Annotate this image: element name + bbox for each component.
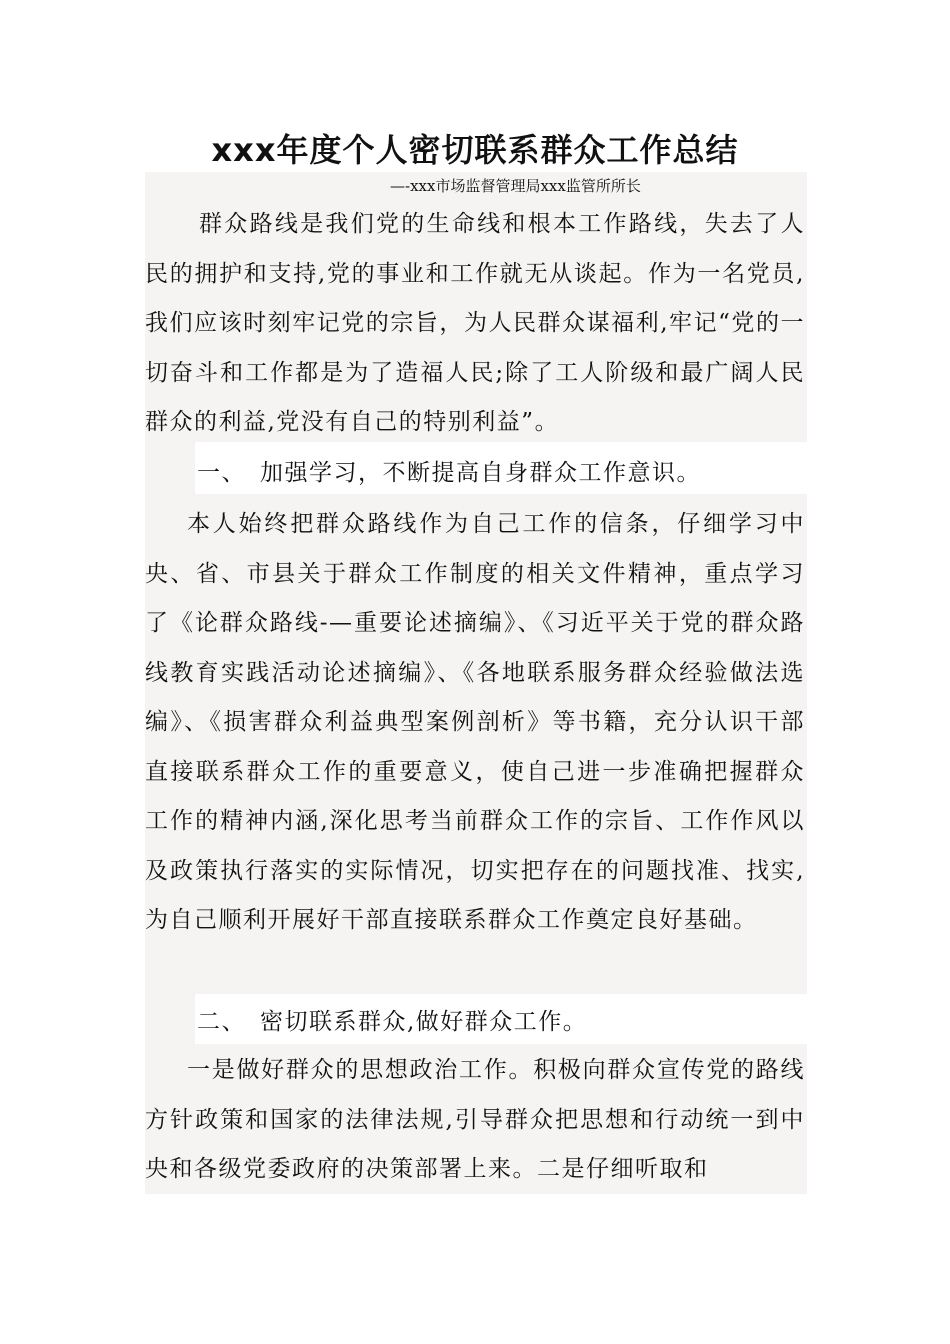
section-2-title: 密切联系群众,做好群众工作。 xyxy=(260,1009,588,1035)
document-title: xxx年度个人密切联系群众工作总结 xyxy=(211,131,739,169)
section-1-heading xyxy=(145,449,805,499)
section-1-body: 本人始终把群众路线作为自己工作的信条，仔细学习中央、省、市县关于群众工作制度的相关文件精神，重点学习了《论群众路线-—重要论述摘编》、《习近平关于党的群众路线教育实践活动论述摘编》、《各地联系服务群众经验做法选编》、《损害群众利益典型案例剖析》等书籍，充分认识干部直接联系群众工作的重要意义，使自己进一步准确把握群众工作的精神内涵,深化思考当前群众工作的宗旨、工作作风以及政策执行落实的实际情况，切实把存在的问题找准、找实,为自己顺利开展好干部直接联系群众工作奠定良好基础。 xyxy=(145,511,805,933)
intro-paragraph: 群众路线是我们党的生命线和根本工作路线，失去了人民的拥护和支持,党的事业和工作就无从谈起。作为一名党员,我们应该时刻牢记党的宗旨，为人民群众谋福利,牢记“党的一切奋斗和工作都是为了造福人民;除了工人阶级和最广阔人民群众的利益,党没有自己的特别利益”。 xyxy=(145,211,805,435)
section-2-body: 一是做好群众的思想政治工作。积极向群众宣传党的路线方针政策和国家的法律法规,引导群众把思想和行动统一到中央和各级党委政府的决策部署上来。二是仔细听取和 xyxy=(145,1057,805,1182)
section-2-heading xyxy=(145,998,805,1048)
section-2-number: 二、 xyxy=(197,1009,246,1035)
section-1-number: 一、 xyxy=(197,460,246,486)
author-byline: —-xxx市场监督管理局xxx监管所所长 xyxy=(390,177,641,195)
section-1-title: 加强学习，不断提高自身群众工作意识。 xyxy=(260,460,701,486)
